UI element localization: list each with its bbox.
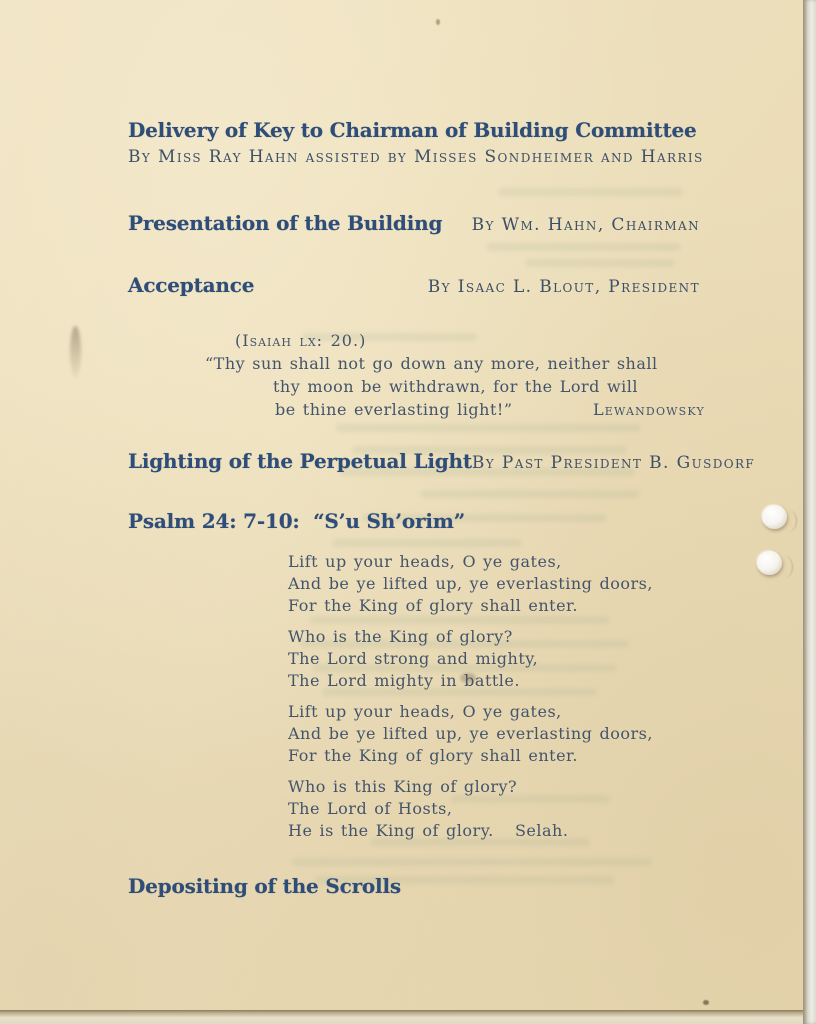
show-through-text [525,259,675,267]
program-item-byline: By Past President B. Gusdorf [471,453,756,473]
psalm-line: Lift up your heads, O ye gates, [288,702,562,721]
psalm-stanza [288,701,653,767]
show-through-text [486,243,681,251]
psalm-line: The Lord strong and mighty, [288,649,539,668]
white-brad-fastener [757,551,782,575]
program-item-byline: By Isaac L. Blout, President [427,277,700,297]
psalm-line: For the King of glory shall enter. [288,746,579,765]
show-through-text [292,858,652,866]
psalm-heading: Psalm 24: 7-10: “S’u Sh’orim” [128,509,466,533]
page-bottom-edge [0,1010,816,1024]
paper-speck [703,1000,709,1005]
psalm-line: He is the King of glory. Selah. [288,821,569,840]
psalm-line: And be ye lifted up, ye everlasting doors, [288,574,653,593]
psalm-stanza [288,776,653,842]
psalm-stanza [288,551,653,617]
psalm-line: The Lord mighty in battle. [288,671,520,690]
paper-speck [436,19,440,25]
anthem-line: “Thy sun shall not go down any more, neither shall [205,354,658,373]
program-row [128,273,700,297]
psalm-line: Lift up your heads, O ye gates, [288,552,562,571]
program-item-title: Presentation of the Building [128,211,443,235]
paper-smudge [460,673,476,683]
program-item-byline: By Miss Ray Hahn assisted by Misses Sondheimer and Harris [128,147,704,167]
scripture-reference: (Isaiah lx: 20.) [235,331,367,350]
psalm-line: And be ye lifted up, ye everlasting doors, [288,724,653,743]
page-right-edge [803,0,816,1024]
program-item-title: Acceptance [128,273,255,297]
show-through-text [332,539,522,547]
psalm-line: Who is this King of glory? [288,777,518,796]
psalm-text [288,551,653,851]
white-brad-fastener [762,505,787,529]
ink-smudge [70,326,81,378]
show-through-text [498,188,683,196]
program-row [128,449,756,473]
psalm-line: Who is the King of glory? [288,627,513,646]
anthem-line: thy moon be withdrawn, for the Lord will [273,377,638,396]
program-row [128,211,700,235]
show-through-text [336,424,641,432]
anthem-line: be thine everlasting light!” [275,400,513,419]
psalm-line: For the King of glory shall enter. [288,596,579,615]
show-through-text [420,490,640,498]
psalm-line: The Lord of Hosts, [288,799,453,818]
program-item-title: Delivery of Key to Chairman of Building Committee [128,118,697,142]
program-item-title: Lighting of the Perpetual Light [128,449,472,473]
anthem-quotation [205,329,705,421]
program-item-byline: By Wm. Hahn, Chairman [471,215,700,235]
program-item-title: Depositing of the Scrolls [128,874,401,898]
composer-credit: Lewandowsky [592,400,705,419]
